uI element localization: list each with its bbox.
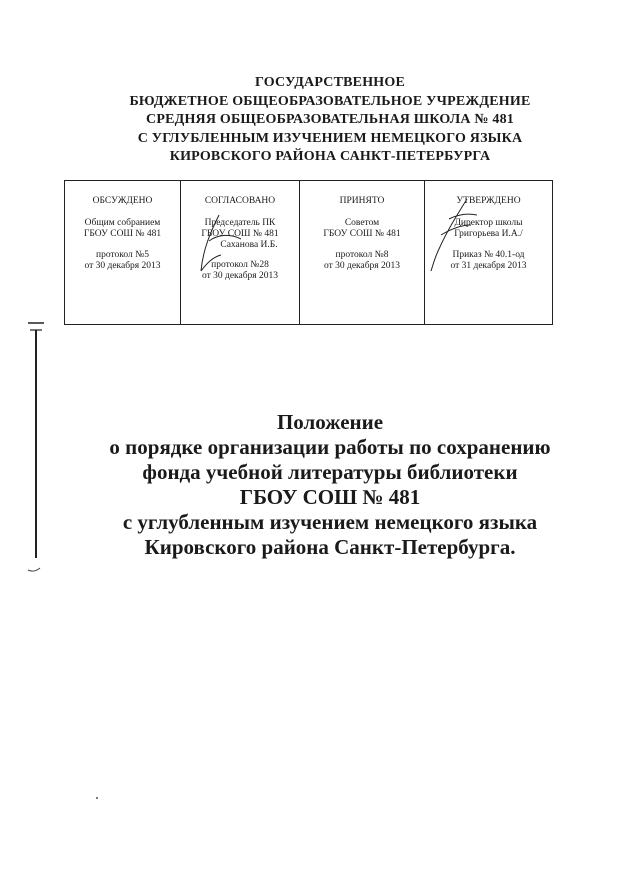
approval-line: Саханова И.Б. [220, 240, 278, 250]
approval-line: ГБОУ СОШ № 481 [201, 229, 279, 239]
approval-protocol: протокол №5 [96, 250, 149, 260]
binding-mark [20, 318, 50, 578]
approval-line: Советом [344, 218, 380, 228]
document-title [60, 410, 600, 560]
header-line: С УГЛУБЛЕННЫМ ИЗУЧЕНИЕМ НЕМЕЦКОГО ЯЗЫКА [137, 130, 523, 146]
approval-line: Общим собранием [84, 218, 161, 228]
approval-protocol: протокол №28 [211, 260, 269, 270]
approval-line: ГБОУ СОШ № 481 [83, 229, 162, 239]
approval-protocol: протокол №8 [335, 250, 389, 260]
header-line: БЮДЖЕТНОЕ ОБЩЕОБРАЗОВАТЕЛЬНОЕ УЧРЕЖДЕНИЕ [129, 93, 531, 109]
approval-protocol: Приказ № 40.1-од [452, 250, 525, 260]
approval-agreed [181, 181, 300, 324]
approval-table [64, 180, 553, 325]
institution-header [60, 74, 600, 167]
approval-title: ОБСУЖДЕНО [92, 196, 153, 206]
title-line: Положение [276, 410, 384, 434]
title-line: о порядке организации работы по сохранению [109, 435, 551, 459]
title-line: фонда учебной литературы библиотеки [142, 460, 518, 484]
approval-date: от 30 декабря 2013 [84, 261, 161, 271]
header-line: КИРОВСКОГО РАЙОНА САНКТ-ПЕТЕРБУРГА [169, 149, 491, 164]
approval-line: Директор школы [454, 218, 523, 228]
title-line: Кировского района Санкт-Петербурга. [144, 535, 516, 559]
approval-date: от 30 декабря 2013 [323, 261, 401, 271]
header-line: СРЕДНЯЯ ОБЩЕОБРАЗОВАТЕЛЬНАЯ ШКОЛА № 481 [146, 112, 514, 127]
approval-title: СОГЛАСОВАНО [204, 196, 276, 206]
approval-date: от 31 декабря 2013 [450, 261, 527, 271]
approval-accepted [300, 181, 425, 324]
title-line: с углубленным изучением немецкого языка [122, 510, 538, 534]
header-line: ГОСУДАРСТВЕННОЕ [255, 75, 405, 90]
approval-line: Председатель ПК [204, 218, 276, 228]
approval-discussed [65, 181, 181, 324]
approval-title: УТВЕРЖДЕНО [456, 196, 521, 206]
approval-line: Григорьева И.А./ [454, 229, 523, 239]
scan-speck [96, 797, 98, 799]
title-line: ГБОУ СОШ № 481 [239, 485, 421, 509]
approval-date: от 30 декабря 2013 [201, 271, 279, 281]
approval-title: ПРИНЯТО [339, 196, 385, 206]
approval-approved [425, 181, 552, 324]
approval-line: ГБОУ СОШ № 481 [323, 229, 401, 239]
